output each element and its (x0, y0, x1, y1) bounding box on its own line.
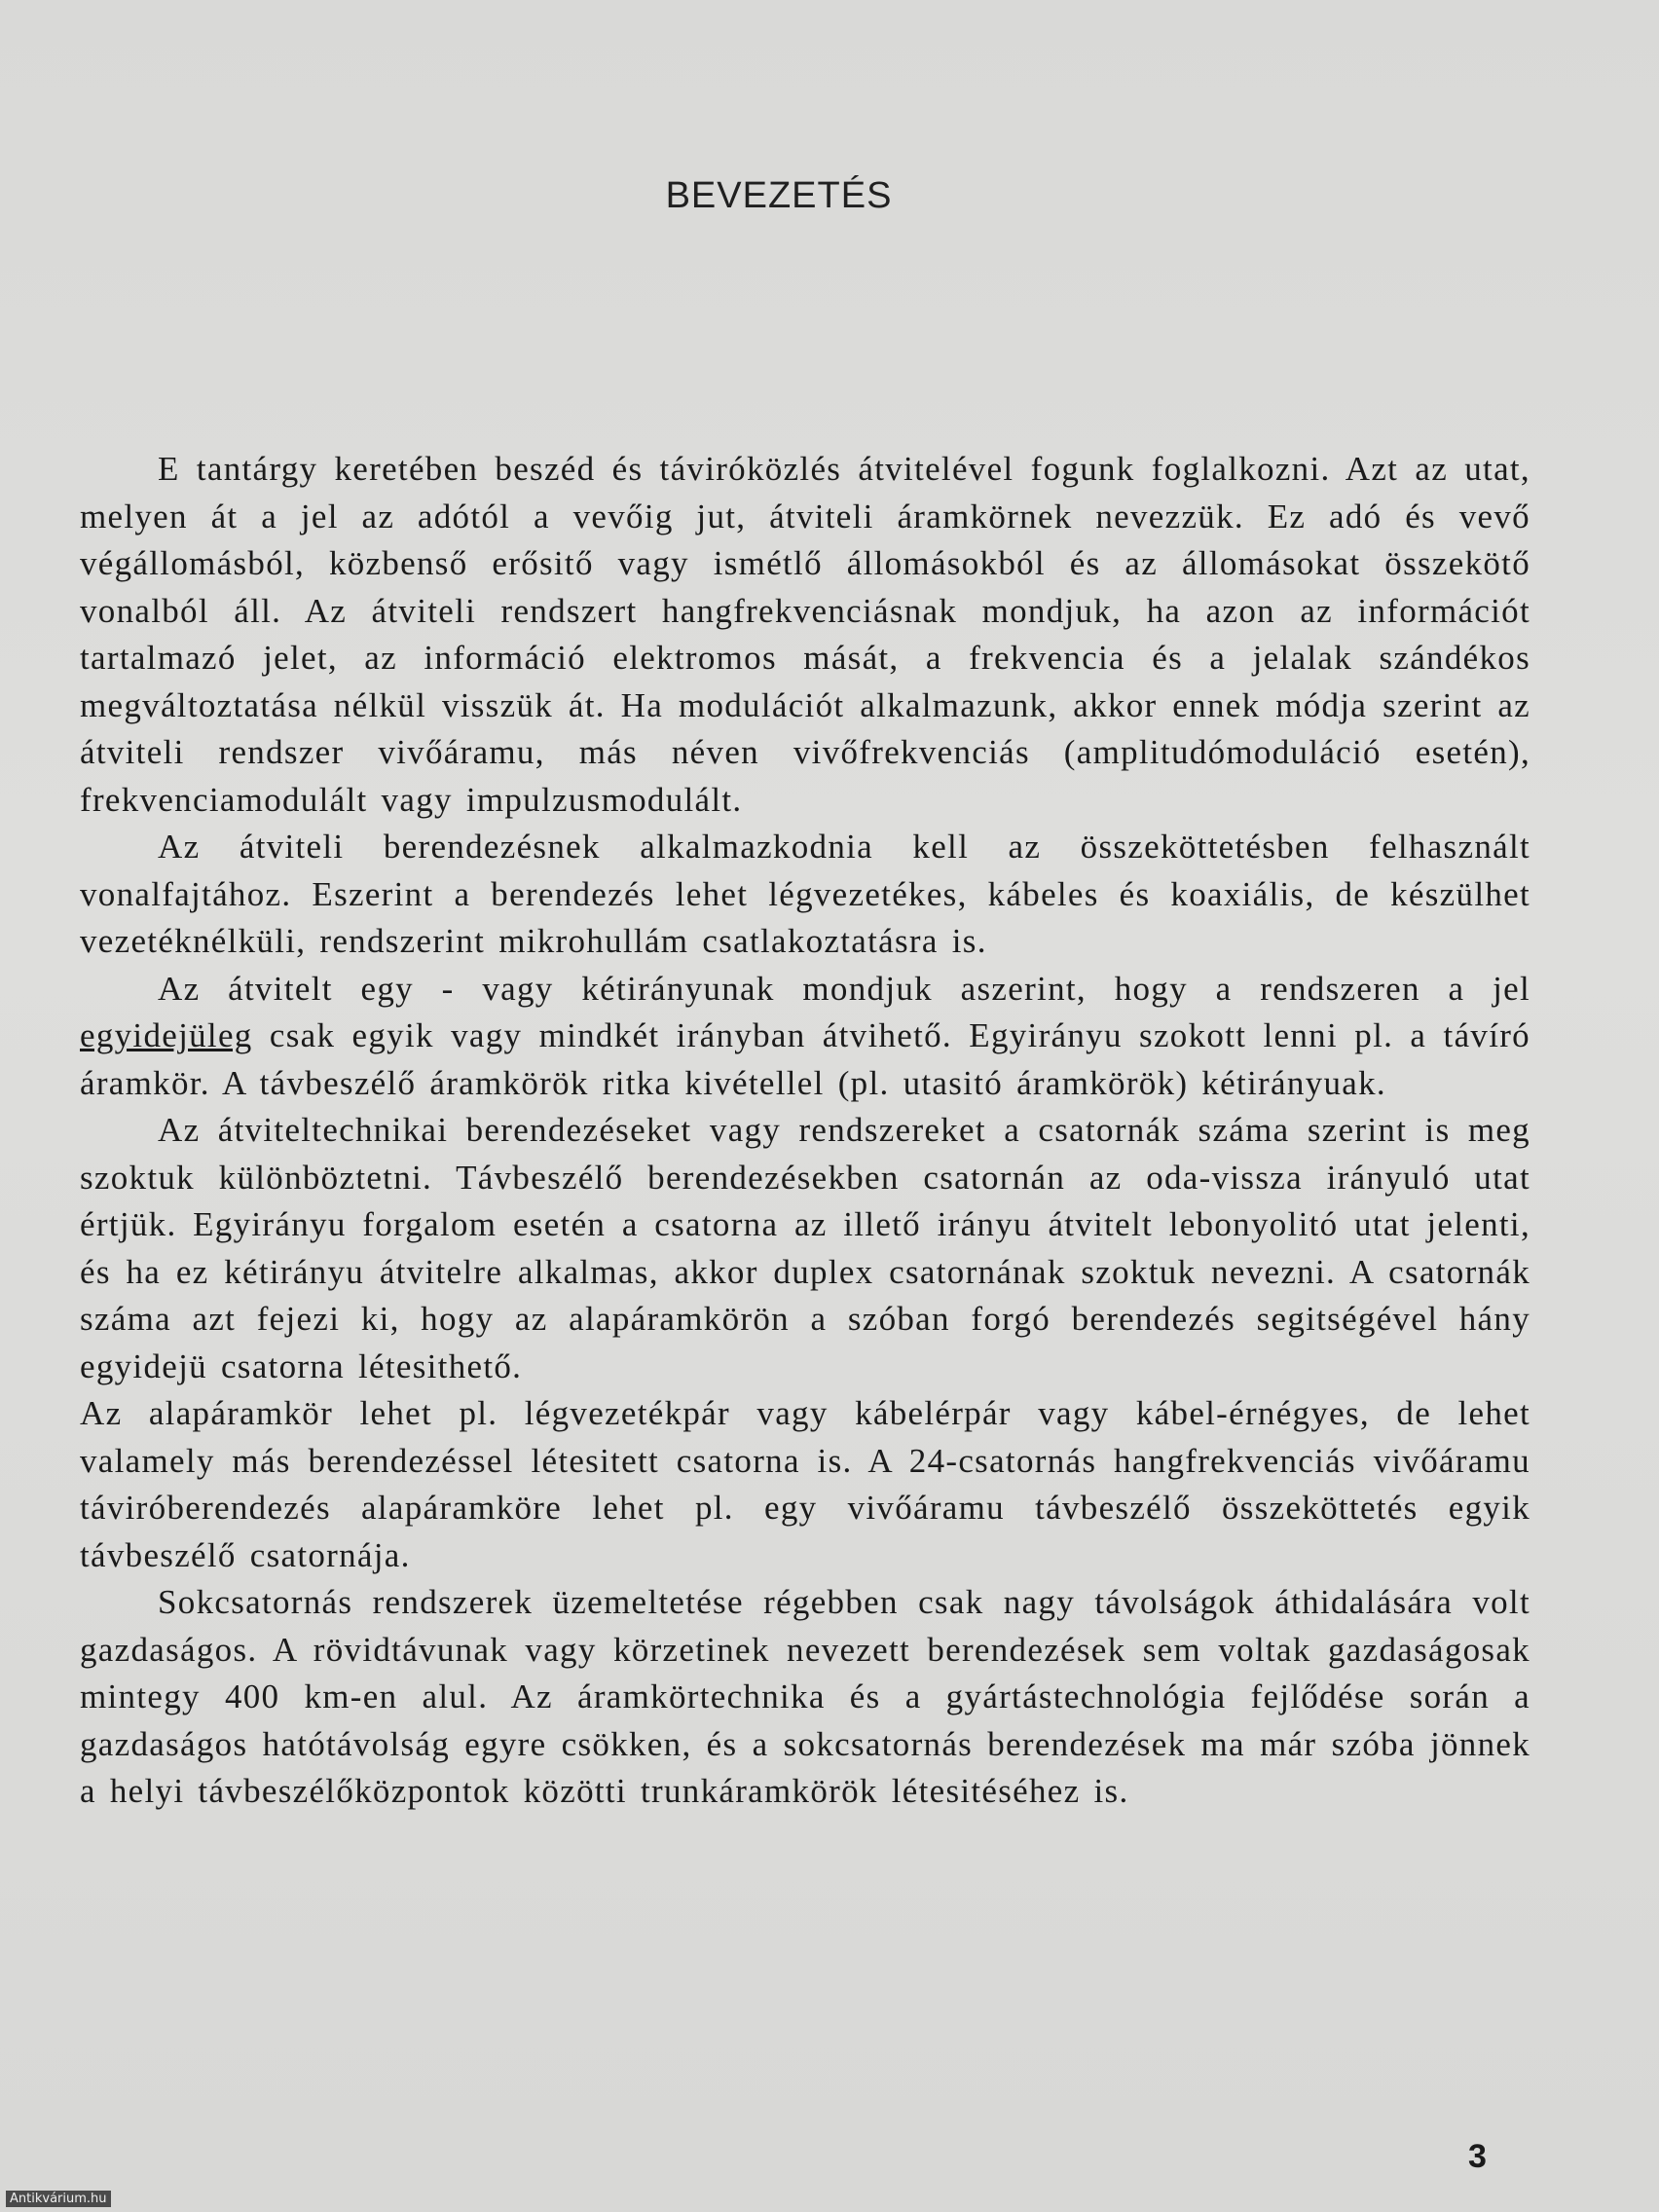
page-number: 3 (1468, 2138, 1487, 2175)
paragraph-6: Sokcsatornás rendszerek üzemeltetése régebben csak nagy távolságok áthidalására volt gazdaságos. A rövidtávunak vagy körzetinek nevezett berendezések sem voltak gazdaságosak mintegy 400 km-en alul. Az áramkörtechnika és a gyártástechnológia fejlődése során a gazdaságos hatótávolság egyre csökken, és a sokcsatornás berendezések ma már szóba jönnek a helyi távbeszélőközpontok közötti trunkáramkörök létesitéséhez is. (80, 1583, 1530, 1810)
paragraph-5: Az alapáramkör lehet pl. légvezetékpár vagy kábelérpár vagy kábel-érnégyes, de lehet valamely más berendezéssel létesitett csatorna is. A 24-csatornás hangfrekvenciás vivőáramu táviróberendezés alapáramköre lehet pl. egy vivőáramu távbeszélő összeköttetés egyik távbeszélő csatornája. (80, 1394, 1530, 1574)
underlined-word: egyidejüleg (80, 1016, 253, 1054)
body-text (80, 446, 1530, 1816)
paragraph-3-start: Az átvitelt egy - vagy kétirányunak mondjuk aszerint, hogy a rendszeren a jel (158, 969, 1530, 1008)
page-title: BEVEZETÉS (665, 175, 893, 216)
paragraph-2: Az átviteli berendezésnek alkalmazkodnia kell az összeköttetésben felhasznált vonalfajtához. Eszerint a berendezés lehet légvezetékes, kábeles és koaxiális, de készülhet vezetéknélküli, rendszerint mikrohullám csatlakoztatásra is. (80, 828, 1530, 960)
paragraph-3 (80, 966, 1530, 1108)
paragraph-4: Az átviteltechnikai berendezéseket vagy rendszereket a csatornák száma szerint is meg szoktuk különböztetni. Távbeszélő berendezésekben csatornán az oda-vissza irányuló utat értjük. Egyirányu forgalom esetén a csatorna az illető irányu átvitelt lebonyolitó utat jelenti, és ha ez kétirányu átvitelre alkalmas, akkor duplex csatornának szoktuk nevezni. A csatornák száma azt fejezi ki, hogy az alapáramkörön a szóban forgó berendezés segitségével hány egyidejü csatorna létesithető. (80, 1111, 1530, 1385)
paragraph-3-end: csak egyik vagy mindkét irányban átvihető. Egyirányu szokott lenni pl. a távíró áramkör. A távbeszélő áramkörök ritka kivétellel (pl. utasitó áramkörök) kétirányuak. (80, 1016, 1530, 1102)
watermark: Antikvárium.hu (6, 2191, 111, 2207)
paragraph-1: E tantárgy keretében beszéd és táviróközlés átvitelével fogunk foglalkozni. Azt az utat, melyen át a jel az adótól a vevőig jut, átviteli áramkörnek nevezzük. Ez adó és vevő végállomásból, közbenső erősitő vagy ismétlő állomásokból és az állomásokat összekötő vonalból áll. Az átviteli rendszert hangfrekvenciásnak mondjuk, ha azon az információt tartalmazó jelet, az információ elektromos mását, a frekvencia és a jelalak szándékos megváltoztatása nélkül visszük át. Ha modulációt alkalmazunk, akkor ennek módja szerint az átviteli rendszer vivőáramu, más néven vivőfrekvenciás (amplitudómoduláció esetén), frekvenciamodulált vagy impulzusmodulált. (80, 450, 1530, 819)
